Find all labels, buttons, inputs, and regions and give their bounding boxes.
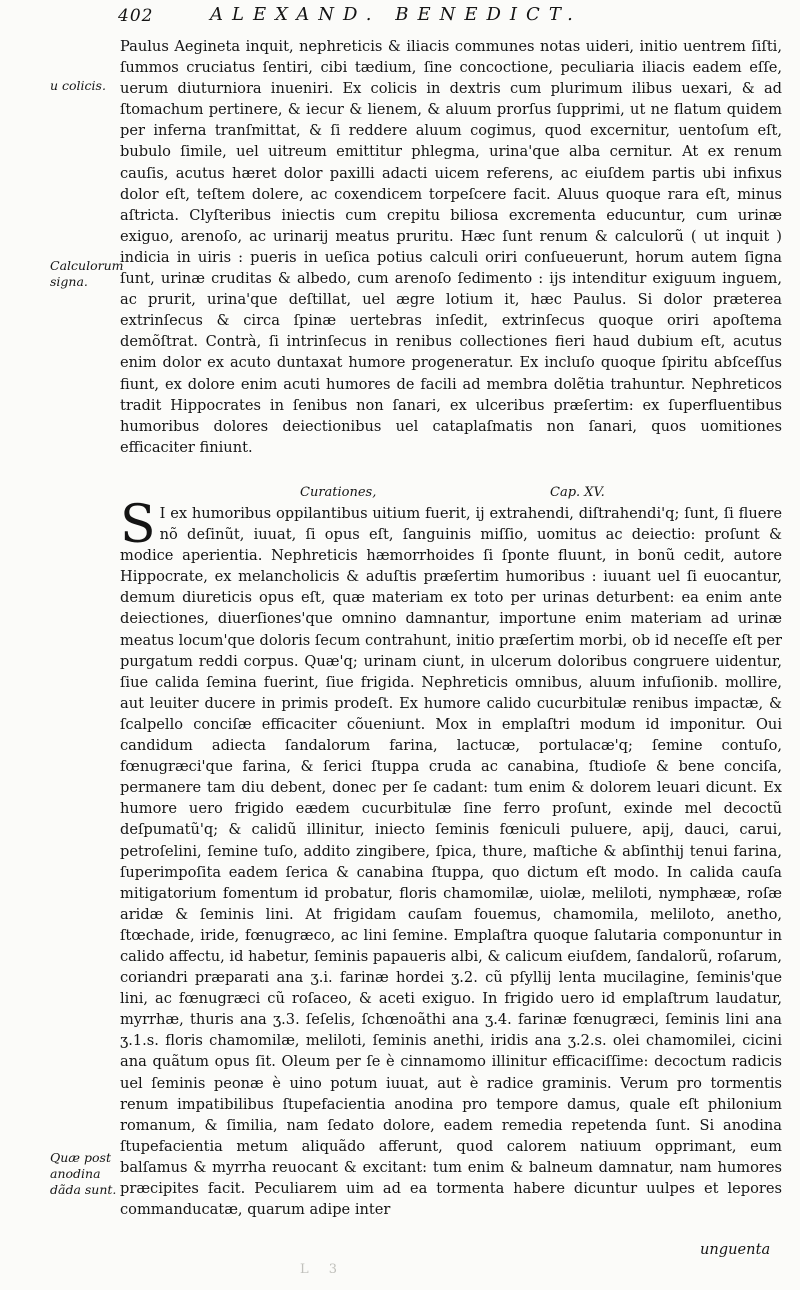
- text-block-curationes: [120, 495, 782, 1220]
- running-head: [118, 4, 778, 30]
- catchword: unguenta: [700, 1241, 771, 1258]
- paragraph-curationes-text: I ex humoribus oppilantibus uitium fuerit, ij extrahendi, diſtrahendi'q; ſunt, ſi fluere nõ deſinũt, iuuat, ſi opus eſt, ſanguinis miſſio, uomitus ac deiectio: proſunt & modice aperientia. Nephreticis hæmorrhoides ſi ſponte fluunt, in bonũ cedit, autore Hippocrate, ex melancholicis & aduſtis præſertim humoribus : iuuant uel ſi euocantur, demum diureticis opus eſt, quæ materiam ex toto per urinas deturbent: ea enim ante deiectiones, diuerſiones'que omnino damnantur, importune enim materiam ad urinæ meatus locum'que doloris ſecum contrahunt, initio præſertim morbi, ob id neceſſe eſt per purgatum reddi corpus. Quæ'q; urinam ciunt, in ulcerum doloribus congruere uidentur, ſiue calida ſemina fuerint, ſiue frigida. Nephreticis omnibus, aluum infuſionib. mollire, aut leuiter ducere in primis prodeſt. Ex humore calido cucurbitulæ renibus impactæ, & ſcalpello conciſæ efficaciter cõueniunt. Mox in emplaſtri modum id imponitur. Oui candidum adiecta ſandalorum farina, lactucæ, portulacæ'q; ſemine contuſo, fœnugræci'que farina, & ſerici ſtuppa cruda ac canabina, ſtudioſe & bene conciſa, permanere tam diu debent, donec per ſe cadant: tum enim & dolorem leuari dicunt. Ex humore uero frigido eædem cucurbitulæ ſine ferro proſunt, exinde mel decoctũ deſpumatũ'q; & calidũ illinitur, iniecto ſeminis fœniculi puluere, apij, dauci, carui, petroſelini, ſemine tuſo, addito zingibere, ſpica, thure, maſtiche & abſinthij tenui farina, ſuperimpoſita eadem ſerica & canabina ſtuppa, quo dictum eſt modo. In calida cauſa mitigatorium fomentum id probatur, floris chamomilæ, uiolæ, meliloti, nymphææ, roſæ aridæ & ſeminis lini. At frigidam cauſam fouemus, chamomila, meliloto, anetho, ſtœchade, iride, fœnugræco, ac lini ſemine. Emplaſtra quoque ſalutaria componuntur in calido affectu, id habetur, ſeminis papaueris albi, & calicum eiuſdem, ſandalorũ, roſarum, coriandri præparati ana ʒ.i. farinæ hordei ʒ.2. cũ pſyllij lenta mucilagine, ſeminis'que lini, ac fœnugræci cũ roſaceo, & aceti exiguo. In frigido uero id emplaſtrum laudatur, myrrhæ, thuris ana ʒ.3. ſeſelis, ſchœnoãthi ana ʒ.4. farinæ fœnugræci, ſeminis lini ana ʒ.1.s. floris chamomilæ, meliloti, ſeminis anethi, iridis ana ʒ.2.s. olei chamomilei, cicini ana quãtum opus ſit. Oleum per ſe è cinnamomo illinitur efficaciſſime: decoctum radicis uel ſeminis peonæ è uino potum iuuat, aut è radice graminis. Verum pro tormentis renum impatibilibus ſtupefacientia anodina pro tempore damus, quale eſt philonium romanum, & ſimilia, nam ſedato dolore, eadem remedia repetenda ſunt. Si anodina ſtupefacientia metum aliquãdo afferunt, quod calorem natiuum opprimant, eum balſamus & myrrha reuocant & excitant: tum enim & balneum damnatur, nam humores præcipites facit. Peculiarem uim ad ea tormenta habere dicuntur uulpes et lepores commanducatæ, quarum adipe inter: [120, 505, 782, 1219]
- paragraph-curationes: [120, 495, 782, 1220]
- chapter-number: Cap. XV.: [550, 485, 605, 500]
- marginal-note-colicis: u colicis.: [50, 78, 106, 93]
- section-heading: [300, 485, 700, 503]
- marginal-note-post-anodina: Quæ post anodina dãda sunt.: [50, 1150, 117, 1197]
- text-block-first: [120, 36, 782, 458]
- section-title: Curationes,: [300, 485, 377, 500]
- paragraph-paulus: Paulus Aegineta inquit, nephreticis & iliacis communes notas uideri, initio uentrem ſiſti, ſummos cruciatus ſentiri, cibi tædium, ſine concoctione, peculiaria iliacis eadem eſſe, uerum diuturniora inueniri. Ex colicis in dextris cum plurimum ilibus uexari, & ad ſtomachum pertinere, & iecur & lienem, & aluum prorſus ſupprimi, ut ne flatum quidem per inferna tranſmittat, & ſi reddere aluum cogimus, quod excernitur, uentoſum eſt, bubulo ſimile, uel uitreum emittitur phlegma, urina'que alba cernitur. At ex renum cauſis, acutus hæret dolor paxilli adacti uicem referens, ac eiuſdem partis ubi infixus dolor eſt, teſtem dolere, ac coxendicem torpeſcere facit. Aluus quoque rara eſt, minus aſtricta. Clyſteribus iniectis cum crepitu biliosa excrementa educuntur, cum urinæ exiguo, arenoſo, ac urinarij meatus pruritu. Hæc ſunt renum & calculorũ ( ut inquit ) indicia in uiris : pueris in ueſica potius calculi oriri conſueuerunt, horum autem ſigna ſunt, urinæ cruditas & albedo, cum arenoſo ſedimento : ijs intenditur exiguum inguem, ac prurit, urina'que deſtillat, uel ægre lotium it, hæc Paulus. Si dolor præterea extrinſecus & circa ſpinæ uertebras inſedit, extrinſecus quoque oriri apoſtema demõſtrat. Contrà, ſi intrinſecus in renibus collectiones fieri haud dubium eſt, acutus enim dolor ex acuto duntaxat humore progeneratur. Ex incluſo quoque ſpiritu abſceſſus fiunt, ex dolore enim acuti humores de facili ad membra dolẽtia trahuntur. Nephreticos tradit Hippocrates in ſenibus non ſanari, ex ulceribus præſertim: ex ſuperfluentibus humoribus dolores deiectionibus uel cataplaſmatis non ſanari, quos uomitiones efficaciter finiunt.: [120, 38, 782, 456]
- running-title: ALEXAND. BENEDICT.: [210, 4, 582, 25]
- signature-mark: L 3: [300, 1262, 346, 1277]
- page-number: 402: [118, 6, 154, 26]
- marginal-note-calculorum: Calculorum signa.: [50, 258, 124, 289]
- drop-cap: S: [120, 495, 156, 555]
